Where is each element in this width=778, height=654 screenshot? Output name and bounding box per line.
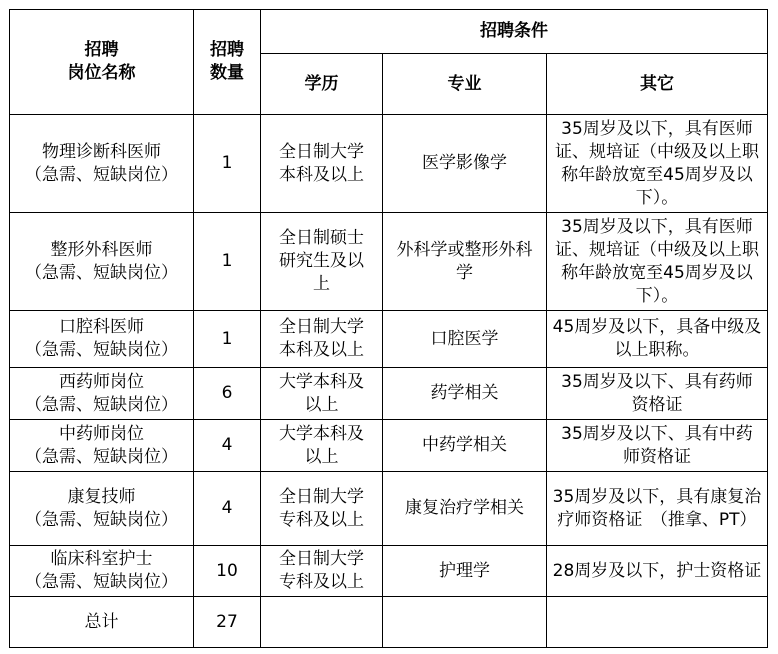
total-count: 27 bbox=[194, 597, 261, 648]
count-cell: 6 bbox=[194, 368, 261, 420]
education-cell: 大学本科及 以上 bbox=[261, 420, 383, 472]
education-cell: 大学本科及 以上 bbox=[261, 368, 383, 420]
header-row-top bbox=[10, 10, 768, 54]
education-cell: 全日制硕士研究生及以上 bbox=[261, 213, 383, 311]
major-cell: 医学影像学 bbox=[383, 115, 547, 213]
major-cell: 外科学或整形外科学 bbox=[383, 213, 547, 311]
table-row bbox=[10, 115, 768, 213]
table-row bbox=[10, 472, 768, 546]
header-education: 学历 bbox=[261, 54, 383, 115]
position-cell: 临床科室护士 （急需、短缺岗位） bbox=[10, 546, 194, 597]
table-row bbox=[10, 546, 768, 597]
education-cell: 全日制大学 本科及以上 bbox=[261, 311, 383, 368]
major-cell: 康复治疗学相关 bbox=[383, 472, 547, 546]
count-cell: 1 bbox=[194, 311, 261, 368]
count-cell: 4 bbox=[194, 472, 261, 546]
position-cell: 物理诊断科医师 （急需、短缺岗位） bbox=[10, 115, 194, 213]
header-position-name: 招聘 岗位名称 bbox=[10, 10, 194, 115]
count-cell: 1 bbox=[194, 115, 261, 213]
header-count: 招聘 数量 bbox=[194, 10, 261, 115]
position-cell: 整形外科医师 （急需、短缺岗位） bbox=[10, 213, 194, 311]
table-row bbox=[10, 311, 768, 368]
table-row bbox=[10, 368, 768, 420]
other-cell: 35周岁及以下、具有中药师资格证 bbox=[547, 420, 768, 472]
table-row bbox=[10, 213, 768, 311]
other-cell: 35周岁及以下、具有药师资格证 bbox=[547, 368, 768, 420]
header-major: 专业 bbox=[383, 54, 547, 115]
other-cell: 35周岁及以下，具有医师证、规培证（中级及以上职称年龄放宽至45周岁及以下）。 bbox=[547, 115, 768, 213]
major-cell: 口腔医学 bbox=[383, 311, 547, 368]
total-major bbox=[383, 597, 547, 648]
education-cell: 全日制大学 专科及以上 bbox=[261, 546, 383, 597]
major-cell: 药学相关 bbox=[383, 368, 547, 420]
header-conditions: 招聘条件 bbox=[261, 10, 768, 54]
table-row bbox=[10, 420, 768, 472]
position-cell: 中药师岗位 （急需、短缺岗位） bbox=[10, 420, 194, 472]
education-cell: 全日制大学 本科及以上 bbox=[261, 115, 383, 213]
recruitment-table bbox=[9, 9, 768, 648]
total-label: 总计 bbox=[10, 597, 194, 648]
other-cell: 35周岁及以下，具有康复治疗师资格证 （推拿、PT） bbox=[547, 472, 768, 546]
count-cell: 4 bbox=[194, 420, 261, 472]
position-cell: 康复技师 （急需、短缺岗位） bbox=[10, 472, 194, 546]
position-cell: 口腔科医师 （急需、短缺岗位） bbox=[10, 311, 194, 368]
position-cell: 西药师岗位 （急需、短缺岗位） bbox=[10, 368, 194, 420]
count-cell: 1 bbox=[194, 213, 261, 311]
other-cell: 35周岁及以下，具有医师证、规培证（中级及以上职称年龄放宽至45周岁及以下）。 bbox=[547, 213, 768, 311]
other-cell: 28周岁及以下，护士资格证 bbox=[547, 546, 768, 597]
header-other: 其它 bbox=[547, 54, 768, 115]
total-row bbox=[10, 597, 768, 648]
major-cell: 中药学相关 bbox=[383, 420, 547, 472]
total-other bbox=[547, 597, 768, 648]
major-cell: 护理学 bbox=[383, 546, 547, 597]
education-cell: 全日制大学 专科及以上 bbox=[261, 472, 383, 546]
count-cell: 10 bbox=[194, 546, 261, 597]
other-cell: 45周岁及以下，具备中级及以上职称。 bbox=[547, 311, 768, 368]
total-education bbox=[261, 597, 383, 648]
